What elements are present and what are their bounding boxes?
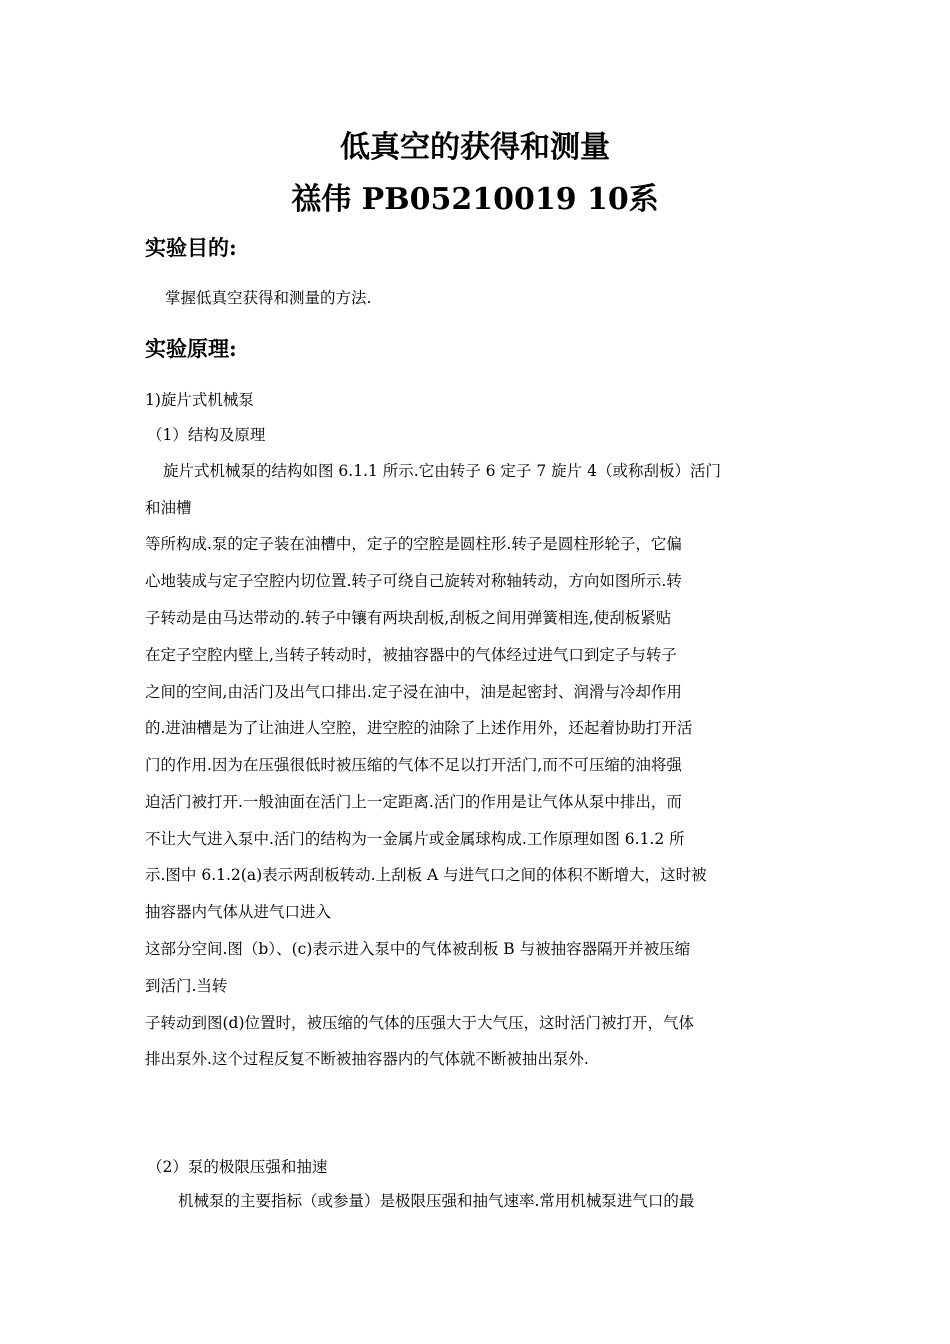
paragraph-line: 心地装成与定子空腔内切位置.转子可绕自己旋转对称轴转动，方向如图所示.转 bbox=[145, 572, 682, 590]
paragraph-line: 示.图中 6.1.2(a)表示两刮板转动.上刮板 A 与进气口之间的体积不断增大，这时被 bbox=[145, 866, 707, 884]
purpose-text: 掌握低真空获得和测量的方法. bbox=[165, 289, 372, 307]
author-line: 禚伟 PB05210019 10系 bbox=[291, 182, 659, 217]
paragraph-line: 子转动是由马达带动的.转子中镶有两块刮板,刮板之间用弹簧相连,使刮板紧贴 bbox=[145, 609, 672, 627]
paragraph-line: 门的作用.因为在压强很低时被压缩的气体不足以打开活门,而不可压缩的油将强 bbox=[145, 756, 682, 774]
paragraph-line: 等所构成.泵的定子装在油槽中，定子的空腔是圆柱形.转子是圆柱形轮子，它偏 bbox=[145, 535, 682, 553]
section-heading-principle: 实验原理: bbox=[145, 336, 237, 361]
paragraph-line: 不让大气进入泵中.活门的结构为一金属片或金属球构成.工作原理如图 6.1.2 所 bbox=[145, 830, 685, 848]
paragraph-line: 到活门.当转 bbox=[145, 977, 228, 995]
section-heading-purpose: 实验目的: bbox=[145, 235, 237, 260]
paragraph-line: 迫活门被打开.一般油面在活门上一定距离.活门的作用是让气体从泵中排出，而 bbox=[145, 793, 682, 811]
paragraph-line: 旋片式机械泵的结构如图 6.1.1 所示.它由转子 6 定子 7 旋片 4（或称刮板）活门 bbox=[163, 462, 721, 480]
paragraph-line: 和油槽 bbox=[145, 499, 192, 517]
part2-text: 机械泵的主要指标（或参量）是极限压强和抽气速率.常用机械泵进气口的最 bbox=[178, 1192, 695, 1210]
paragraph-line: 排出泵外.这个过程反复不断被抽容器内的气体就不断被抽出泵外. bbox=[145, 1050, 589, 1068]
part1-heading: （1）结构及原理 bbox=[147, 426, 266, 444]
paragraph-line: 之间的空间,由活门及出气口排出.定子浸在油中，油是起密封、润滑与冷却作用 bbox=[145, 683, 682, 701]
paragraph-line: 抽容器内气体从进气口进入 bbox=[145, 903, 332, 921]
paragraph-line: 在定子空腔内壁上,当转子转动时，被抽容器中的气体经过进气口到定子与转子 bbox=[145, 646, 677, 664]
document-title: 低真空的获得和测量 bbox=[340, 130, 610, 165]
subsection-heading: 1)旋片式机械泵 bbox=[145, 391, 254, 409]
paragraph-line: 子转动到图(d)位置时，被压缩的气体的压强大于大气压，这时活门被打开，气体 bbox=[145, 1014, 695, 1032]
part2-heading: （2）泵的极限压强和抽速 bbox=[147, 1158, 328, 1176]
paragraph-line: 的.进油槽是为了让油进人空腔，进空腔的油除了上述作用外，还起着协助打开活 bbox=[145, 719, 693, 737]
paragraph-line: 这部分空间.图（b）、(c)表示进入泵中的气体被刮板 B 与被抽容器隔开并被压缩 bbox=[145, 940, 691, 958]
